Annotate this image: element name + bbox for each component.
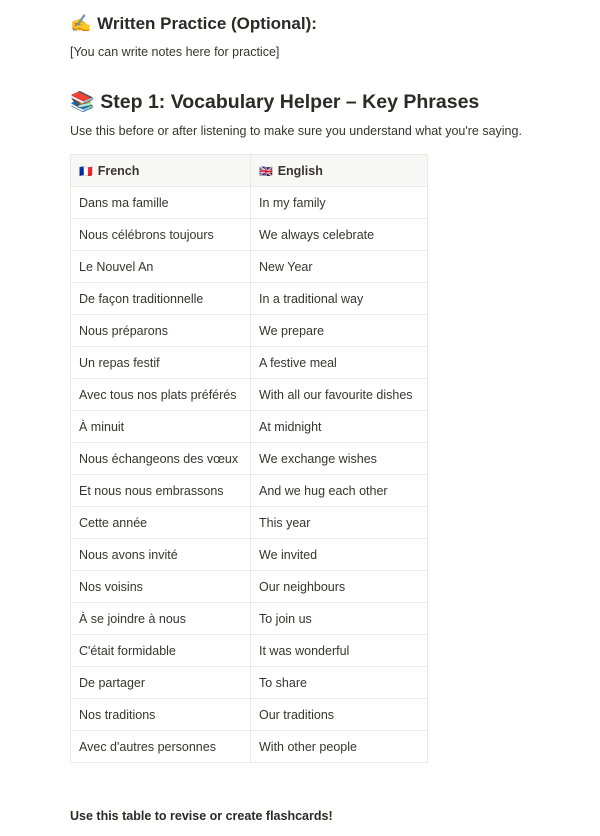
header-french-label: French [97, 163, 140, 178]
vocabulary-table [70, 154, 428, 763]
french-phrase-cell: Et nous nous embrassons [71, 475, 251, 507]
french-phrase-cell: Avec d'autres personnes [71, 731, 251, 763]
table-row [71, 667, 428, 699]
table-row [71, 283, 428, 315]
french-phrase-cell: À se joindre à nous [71, 603, 251, 635]
vocabulary-table-body [71, 187, 428, 763]
table-row [71, 443, 428, 475]
english-phrase-cell: To share [251, 667, 428, 699]
table-row [71, 347, 428, 379]
french-phrase-cell: À minuit [71, 411, 251, 443]
table-row [71, 475, 428, 507]
practice-notes-placeholder[interactable]: [You can write notes here for practice] [70, 45, 280, 59]
table-header-row [71, 155, 428, 187]
english-phrase-cell: At midnight [251, 411, 428, 443]
header-english [251, 155, 428, 187]
french-phrase-cell: Nos traditions [71, 699, 251, 731]
english-phrase-cell: We always celebrate [251, 219, 428, 251]
french-phrase-cell: Avec tous nos plats préférés [71, 379, 251, 411]
french-phrase-cell: Nous célébrons toujours [71, 219, 251, 251]
french-phrase-cell: De façon traditionnelle [71, 283, 251, 315]
header-french [71, 155, 251, 187]
french-phrase-cell: Cette année [71, 507, 251, 539]
french-phrase-cell: C'était formidable [71, 635, 251, 667]
table-row [71, 571, 428, 603]
uk-flag-icon: 🇬🇧 [259, 165, 273, 178]
step1-heading [70, 90, 479, 114]
table-row [71, 731, 428, 763]
english-phrase-cell: New Year [251, 251, 428, 283]
french-phrase-cell: Nous avons invité [71, 539, 251, 571]
france-flag-icon: 🇫🇷 [79, 165, 93, 178]
english-phrase-cell: This year [251, 507, 428, 539]
table-row [71, 635, 428, 667]
books-icon: 📚 [70, 91, 95, 113]
english-phrase-cell: Our neighbours [251, 571, 428, 603]
english-phrase-cell: In a traditional way [251, 283, 428, 315]
written-practice-title: Written Practice (Optional): [97, 14, 317, 33]
step1-description: Use this before or after listening to make sure you understand what you're saying. [70, 124, 522, 138]
table-row [71, 219, 428, 251]
english-phrase-cell: In my family [251, 187, 428, 219]
french-phrase-cell: Nous échangeons des vœux [71, 443, 251, 475]
english-phrase-cell: It was wonderful [251, 635, 428, 667]
english-phrase-cell: We invited [251, 539, 428, 571]
step1-title: Step 1: Vocabulary Helper – Key Phrases [100, 91, 480, 113]
table-row [71, 603, 428, 635]
footer-tip: Use this table to revise or create flashcards! [70, 809, 333, 823]
written-practice-heading [70, 14, 317, 34]
french-phrase-cell: Un repas festif [71, 347, 251, 379]
french-phrase-cell: Dans ma famille [71, 187, 251, 219]
english-phrase-cell: A festive meal [251, 347, 428, 379]
english-phrase-cell: With other people [251, 731, 428, 763]
english-phrase-cell: We prepare [251, 315, 428, 347]
table-row [71, 379, 428, 411]
english-phrase-cell: With all our favourite dishes [251, 379, 428, 411]
table-row [71, 411, 428, 443]
french-phrase-cell: De partager [71, 667, 251, 699]
table-row [71, 699, 428, 731]
english-phrase-cell: And we hug each other [251, 475, 428, 507]
french-phrase-cell: Le Nouvel An [71, 251, 251, 283]
english-phrase-cell: To join us [251, 603, 428, 635]
french-phrase-cell: Nos voisins [71, 571, 251, 603]
writing-hand-icon: ✍️ [70, 14, 92, 33]
english-phrase-cell: Our traditions [251, 699, 428, 731]
table-row [71, 315, 428, 347]
table-row [71, 507, 428, 539]
english-phrase-cell: We exchange wishes [251, 443, 428, 475]
table-row [71, 251, 428, 283]
table-row [71, 187, 428, 219]
header-english-label: English [277, 163, 323, 178]
table-row [71, 539, 428, 571]
french-phrase-cell: Nous préparons [71, 315, 251, 347]
